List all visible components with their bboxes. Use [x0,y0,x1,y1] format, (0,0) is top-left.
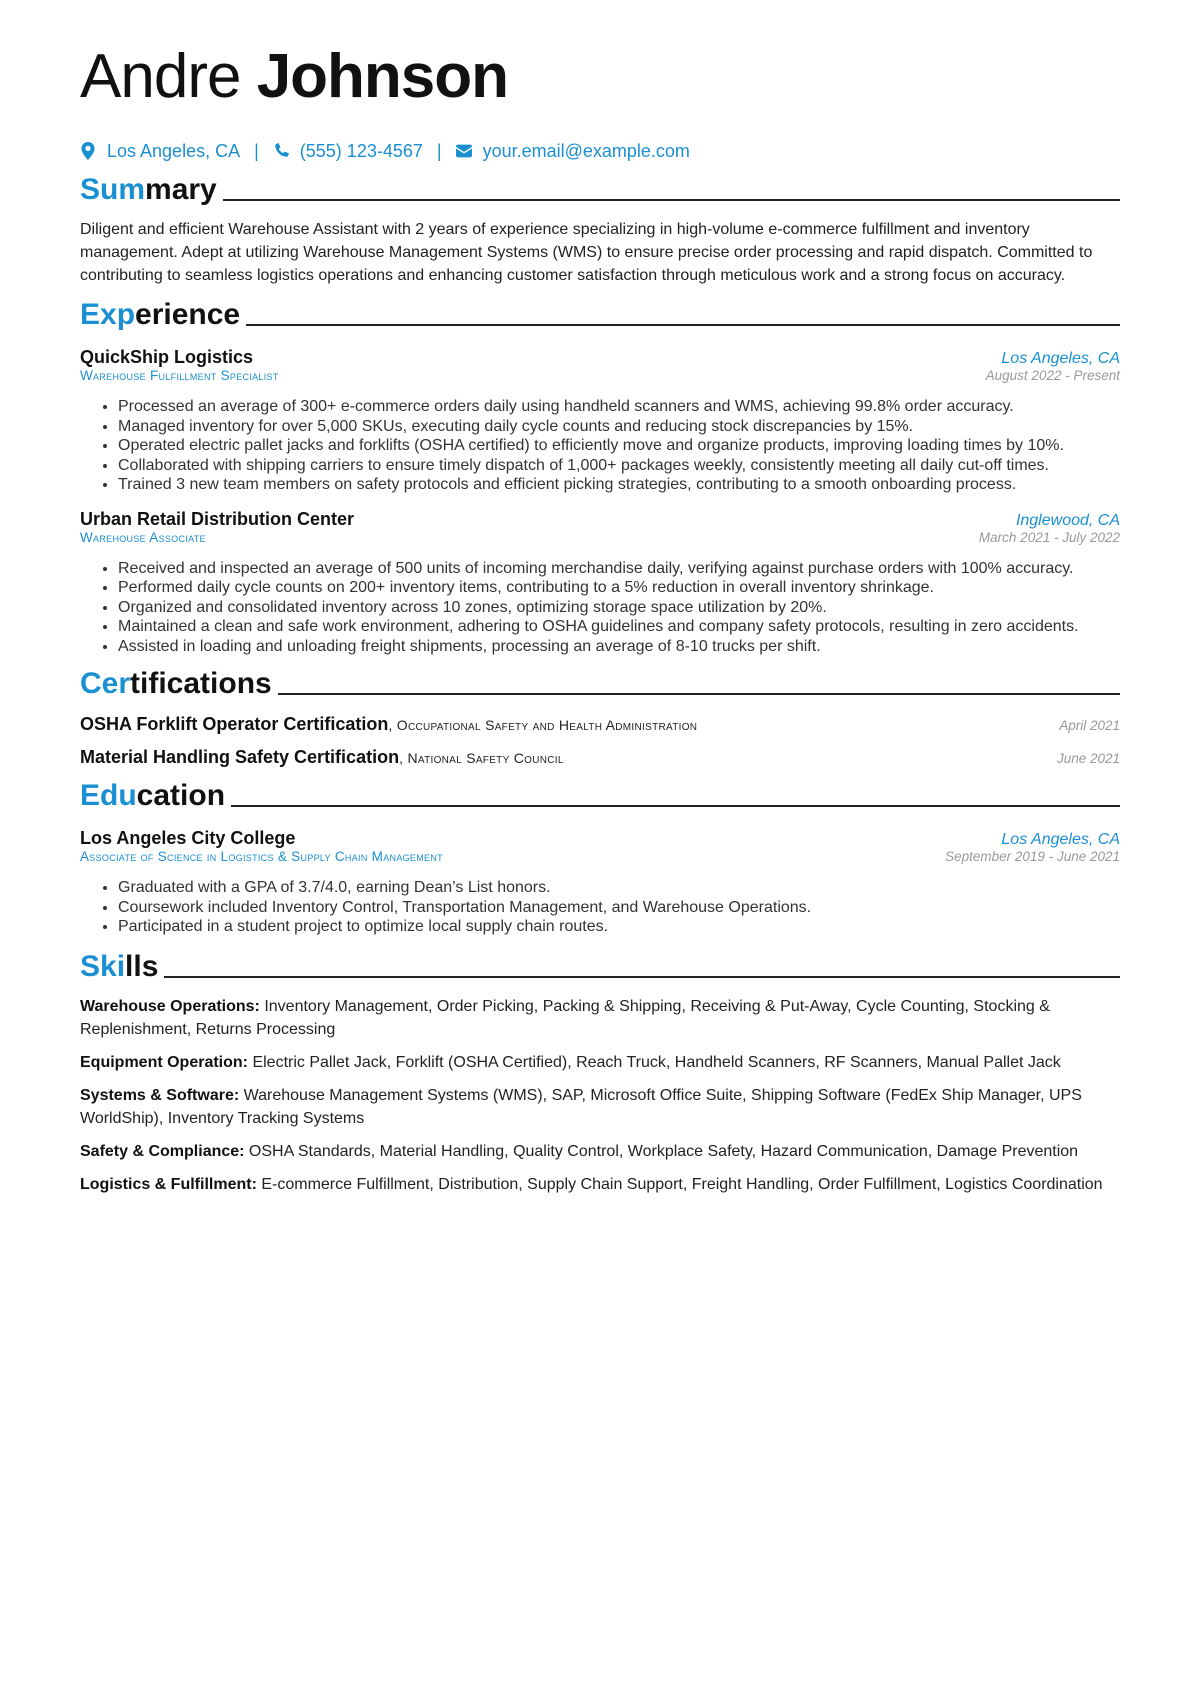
job-dates: March 2021 - July 2022 [978,529,1120,545]
section-divider [246,324,1120,326]
job-bullet: • Operated electric pallet jacks and forklifts (OSHA certified) to efficiently move and organize products, improving loading times by 10%. [118,436,1120,456]
skill-category: Warehouse Operations: [80,997,260,1015]
candidate-name [80,40,1120,114]
skill-list: Warehouse Management Systems (WMS), SAP, Microsoft Office Suite, Shipping Software (FedEx Ship Manager, UPS WorldShip), Inventory Tracking Systems [80,1086,1082,1127]
job-dates: August 2022 - Present [985,368,1120,383]
school-location: Los Angeles, CA [1001,831,1120,848]
skill-group [80,1173,1120,1196]
section-title [80,778,225,814]
skill-list: Electric Pallet Jack, Forklift (OSHA Certified), Reach Truck, Handheld Scanners, RF Scanners, Manual Pallet Jack [248,1053,1061,1071]
job-entry [80,347,1120,495]
certification-text [80,714,697,735]
map-marker-icon [80,142,96,160]
job-bullet: • Managed inventory for over 5,000 SKUs, executing daily cycle counts and reducing stock discrepancies by 15%. [118,417,1120,437]
certification-issuer: , Occupational Safety and Health Administration [388,717,698,733]
section-title-rest: cation [136,779,226,812]
certification-date: April 2021 [1059,718,1120,733]
job-location: Los Angeles, CA [1001,350,1120,367]
job-bullet: • Processed an average of 300+ e-commerce orders daily using handheld scanners and WMS, achieving 99.8% order accuracy. [118,397,1120,417]
skill-list: Inventory Management, Order Picking, Packing & Shipping, Receiving & Put-Away, Cycle Counting, Stocking & Replenishment, Returns Processing [80,997,1050,1038]
skill-group [80,995,1120,1041]
summary-text: Diligent and efficient Warehouse Assistant with 2 years of experience specializing in high-volume e-commerce fulfillment and inventory management. Adept at utilizing Warehouse Management Systems (WMS) to ensure precise order processing and rapid dispatch. Committed to contributing to seamless logistics operations and enhancing customer satisfaction through meticulous work and a strong focus on accuracy. [80,221,1093,284]
certification-date: June 2021 [1056,751,1120,766]
skill-list: OSHA Standards, Material Handling, Quality Control, Workplace Safety, Hazard Communication, Damage Prevention [244,1142,1079,1160]
job-entry [80,509,1120,657]
section-heading [80,778,1120,814]
contact-location [80,141,240,162]
section-title-accent: Ski [80,949,126,983]
certification-issuer: , National Safety Council [399,750,564,766]
job-title: Warehouse Associate [80,529,206,545]
section-title-accent: Edu [80,779,137,812]
section-title-accent: Sum [80,173,146,206]
section-title-rest: mary [145,173,217,206]
contact-separator: | [254,140,259,161]
last-name: Johnson [256,42,509,111]
job-bullet: • Received and inspected an average of 500 units of incoming merchandise daily, verifying against purchase orders with 100% accuracy. [118,559,1120,579]
phone-icon [273,142,289,160]
envelope-icon [456,142,472,160]
summary-section [80,172,1120,287]
education-bullet: • Coursework included Inventory Control, Transportation Management, and Warehouse Operations. [118,898,1120,918]
location-text: Los Angeles, CA [107,140,241,161]
certification-text [80,747,564,768]
company-name: QuickShip Logistics [80,347,254,367]
job-subheader-row [80,530,1120,545]
job-header-row [80,347,1120,368]
job-bullets [80,397,1120,495]
section-heading [80,949,1120,985]
section-heading [80,172,1120,208]
section-title [80,297,240,333]
education-bullets [80,878,1120,937]
job-bullet: • Organized and consolidated inventory across 10 zones, optimizing storage space utilization by 20%. [118,598,1120,618]
section-divider [223,199,1120,201]
education-section [80,778,1120,937]
certifications-section [80,666,1120,768]
section-divider [164,976,1120,978]
job-bullet: • Trained 3 new team members on safety protocols and efficient picking strategies, contributing to a smooth onboarding process. [118,475,1120,495]
section-title [80,172,217,208]
skills-section [80,949,1120,1196]
job-location: Inglewood, CA [1015,511,1120,529]
section-title-rest: erience [135,298,241,331]
degree-title: Associate of Science in Logistics & Supply Chain Management [80,849,443,864]
section-heading [80,297,1120,333]
certification-name: OSHA Forklift Operator Certification [80,714,389,734]
education-header-row [80,828,1120,849]
education-bullet: • Graduated with a GPA of 3.7/4.0, earning Dean’s List honors. [118,878,1120,898]
email-link: your.email@example.com [482,140,690,161]
contact-bar [80,138,1120,164]
contact-phone[interactable] [273,141,423,162]
education-dates: September 2019 - June 2021 [945,849,1120,864]
job-title: Warehouse Fulfillment Specialist [80,368,279,383]
section-title [80,666,272,702]
experience-section [80,297,1120,656]
job-header-row [80,509,1120,530]
job-bullet: • Assisted in loading and unloading freight shipments, processing an average of 8-10 trucks per shift. [118,637,1120,657]
section-title [80,949,158,985]
section-divider [231,805,1120,807]
contact-email[interactable] [456,141,690,162]
skill-group [80,1051,1120,1074]
section-title-rest: lls [125,949,159,983]
education-entry [80,828,1120,937]
section-title-rest: tifications [130,667,272,700]
contact-separator: | [436,140,442,161]
education-bullet: • Participated in a student project to optimize local supply chain routes. [118,917,1120,937]
job-bullets [80,559,1120,657]
skill-category: Equipment Operation: [80,1053,248,1071]
phone-text: (555) 123-4567 [299,140,423,161]
skill-category: Safety & Compliance: [80,1142,245,1160]
section-heading [80,666,1120,702]
job-bullet: • Maintained a clean and safe work environment, adhering to OSHA guidelines and company safety protocols, resulting in zero accidents. [118,617,1120,637]
job-bullet: • Collaborated with shipping carriers to ensure timely dispatch of 1,000+ packages weekly, consistently meeting all daily cut-off times. [118,456,1120,476]
first-name: Andre [80,42,241,111]
company-name: Urban Retail Distribution Center [80,508,355,529]
education-subheader-row [80,849,1120,864]
section-divider [278,693,1120,695]
job-bullet: • Performed daily cycle counts on 200+ inventory items, contributing to a 5% reduction in overall inventory shrinkage. [118,578,1120,598]
skill-group [80,1140,1120,1163]
certification-item [80,714,1120,735]
job-subheader-row [80,368,1120,383]
certification-name: Material Handling Safety Certification [80,747,400,767]
school-name: Los Angeles City College [80,828,296,848]
skill-group [80,1084,1120,1130]
section-title-accent: Cer [80,667,131,700]
skill-category: Systems & Software: [80,1086,240,1104]
skill-list: E-commerce Fulfillment, Distribution, Supply Chain Support, Freight Handling, Order Fulfillment, Logistics Coordination [256,1175,1103,1193]
certification-item [80,747,1120,768]
skill-category: Logistics & Fulfillment: [80,1175,257,1193]
section-title-accent: Exp [80,298,136,331]
